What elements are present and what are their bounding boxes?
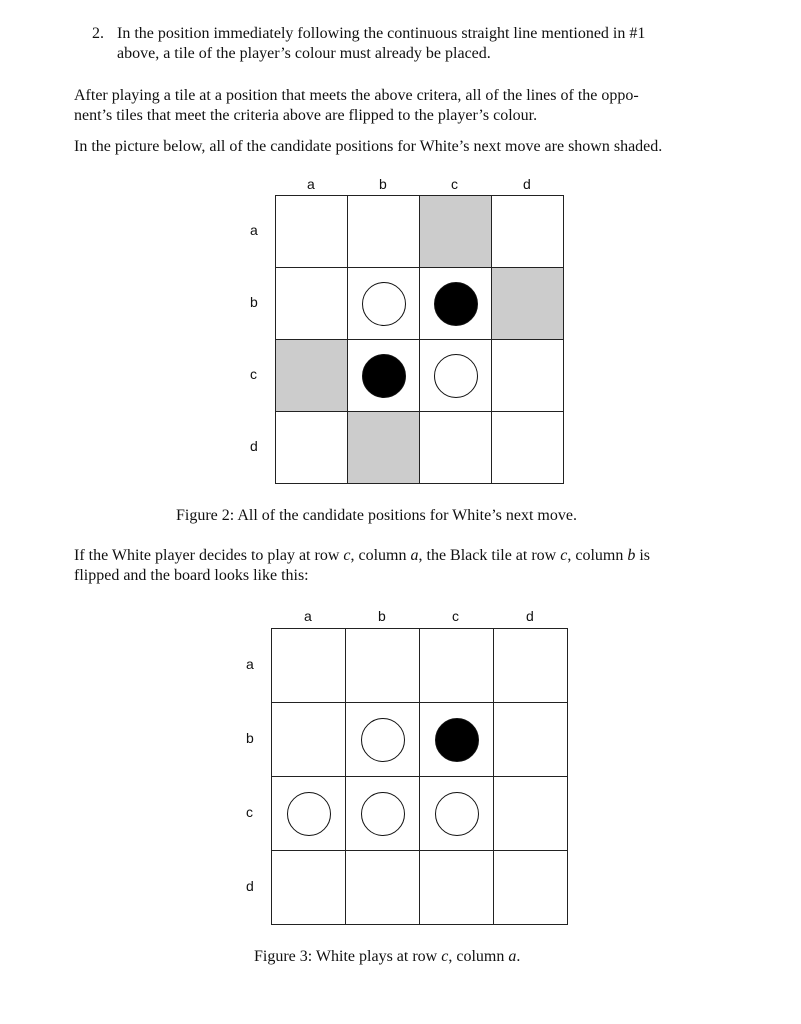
row-label: c	[246, 804, 253, 820]
row-label: a	[250, 222, 258, 238]
board-cell-candidate	[491, 267, 564, 340]
board-cell	[345, 628, 420, 703]
board-cell	[493, 702, 568, 777]
col-var: b	[627, 547, 636, 564]
white-disc	[287, 792, 331, 836]
board-cell	[491, 339, 564, 412]
row-label: c	[250, 366, 257, 382]
board-cell-candidate	[275, 339, 348, 412]
black-disc	[362, 354, 406, 398]
column-label: c	[452, 608, 459, 624]
black-disc	[435, 718, 479, 762]
item2-line2: above, a tile of the player’s colour must already be placed.	[117, 45, 491, 62]
para1-line1: After playing a tile at a position that meets the above critera, all of the lines of the oppo-	[74, 87, 639, 104]
row-var: c	[343, 547, 351, 564]
board-cell	[419, 628, 494, 703]
column-label: a	[304, 608, 312, 624]
column-label: d	[523, 176, 531, 192]
board-cell-candidate	[419, 195, 492, 268]
board-cell	[345, 850, 420, 925]
white-disc	[435, 792, 479, 836]
white-disc	[361, 792, 405, 836]
row-label: b	[250, 294, 258, 310]
column-label: b	[378, 608, 386, 624]
row-var: c	[560, 547, 568, 564]
list-item-2	[92, 24, 752, 64]
paragraph-flipping-rule	[74, 86, 744, 126]
col-var: a	[410, 547, 419, 564]
board-cell	[493, 850, 568, 925]
para3-line2: flipped and the board looks like this:	[74, 567, 309, 584]
board-cell	[347, 195, 420, 268]
board-cell	[271, 628, 346, 703]
white-disc	[362, 282, 406, 326]
list-number: 2.	[92, 25, 104, 42]
row-label: a	[246, 656, 254, 672]
item2-line1: In the position immediately following the continuous straight line mentioned in #1	[117, 25, 646, 42]
figure3-caption: Figure 3: White plays at row c, column a.	[254, 948, 521, 965]
board-cell	[271, 850, 346, 925]
white-disc	[361, 718, 405, 762]
paragraph-candidate-intro: In the picture below, all of the candidate positions for White’s next move are shown shaded.	[74, 138, 663, 155]
column-label: b	[379, 176, 387, 192]
board-cell	[493, 628, 568, 703]
column-label: a	[307, 176, 315, 192]
figure2-caption: Figure 2: All of the candidate positions for White’s next move.	[176, 507, 577, 524]
board-cell	[493, 776, 568, 851]
board-cell	[275, 411, 348, 484]
board-cell-candidate	[347, 411, 420, 484]
board-cell	[419, 411, 492, 484]
para1-line2: nent’s tiles that meet the criteria above are flipped to the player’s colour.	[74, 107, 538, 124]
board-cell	[275, 195, 348, 268]
row-label: d	[246, 878, 254, 894]
board-cell	[491, 411, 564, 484]
row-label: b	[246, 730, 254, 746]
board-cell	[491, 195, 564, 268]
white-disc	[434, 354, 478, 398]
column-label: d	[526, 608, 534, 624]
column-label: c	[451, 176, 458, 192]
paragraph-white-plays: If the White player decides to play at row c, column a, the Black tile at row c, column b is flipped and the board looks like this:	[74, 546, 754, 586]
board-cell	[275, 267, 348, 340]
row-label: d	[250, 438, 258, 454]
board-cell	[271, 702, 346, 777]
board-cell	[419, 850, 494, 925]
black-disc	[434, 282, 478, 326]
